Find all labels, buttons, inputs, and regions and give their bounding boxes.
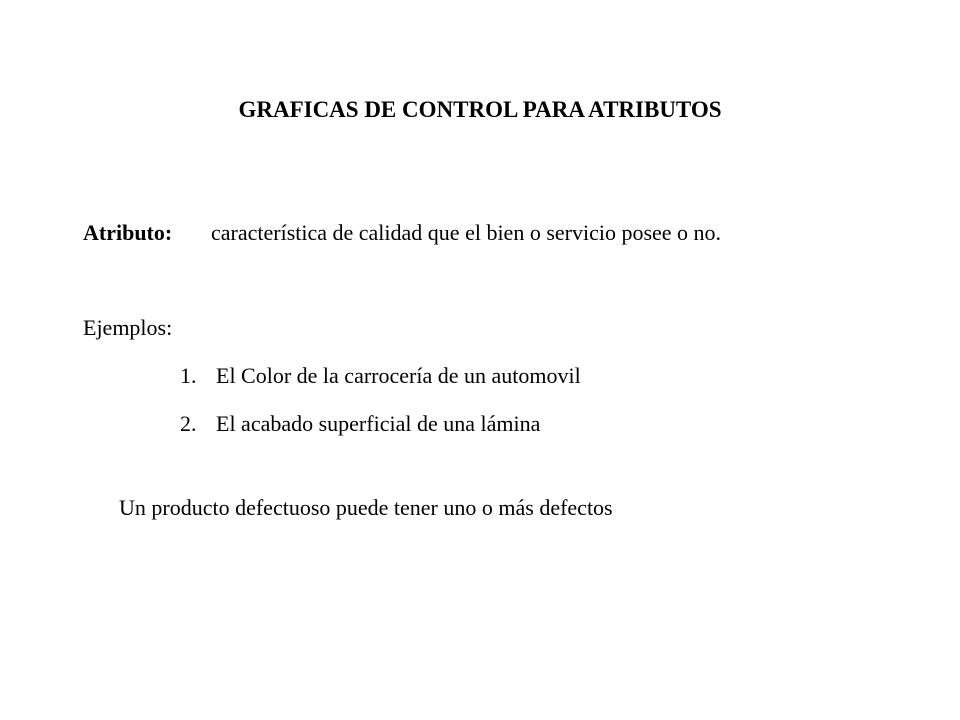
examples-heading: Ejemplos:: [83, 315, 173, 340]
definition-term: Atributo:: [83, 220, 173, 245]
definition-text: característica de calidad que el bien o servicio posee o no.: [211, 220, 722, 245]
list-item-text: El Color de la carrocería de un automovil: [216, 363, 581, 388]
definition-line: [83, 219, 721, 247]
examples-list: [180, 362, 581, 458]
note-text: Un producto defectuoso puede tener uno o más defectos: [119, 495, 613, 520]
list-item-text: El acabado superficial de una lámina: [216, 411, 541, 436]
list-item-number: 2.: [180, 411, 197, 436]
slide-title: GRAFICAS DE CONTROL PARA ATRIBUTOS: [238, 97, 722, 122]
list-item: [180, 362, 581, 390]
list-item: [180, 410, 581, 438]
list-item-number: 1.: [180, 363, 197, 388]
